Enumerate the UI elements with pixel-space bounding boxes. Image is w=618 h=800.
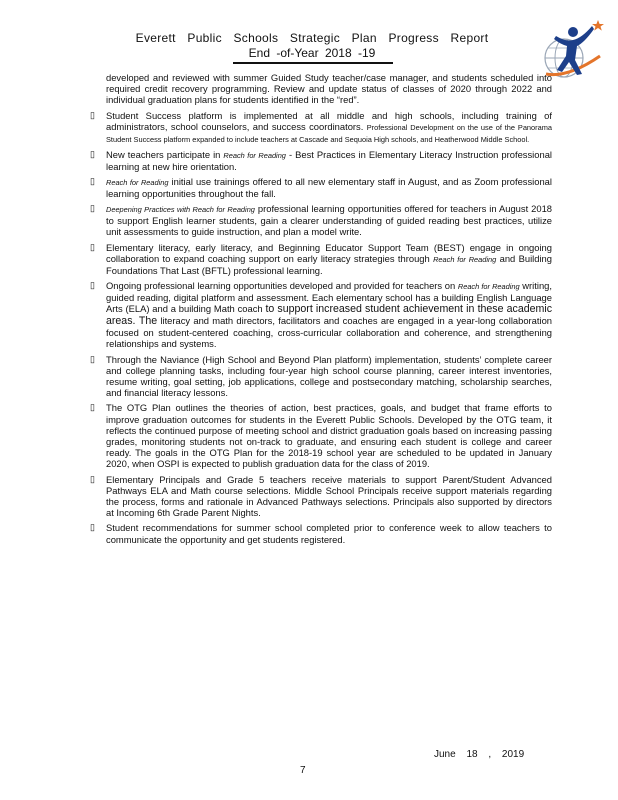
- intro-paragraph: developed and reviewed with summer Guided Study teacher/case manager, and students scheduled into required credit recovery programming. Review and update status of classes of 2020 through 2022 and individual graduation plans for students identified in the “red”.: [106, 72, 552, 106]
- item-text: professional learning opportunities offered for teachers in August 2018 to support English learner students, gain a clearer understanding of guided reading best practices, utilize unit assessments to guide instruction, and plan a model write.: [106, 203, 552, 238]
- bullet-icon: ▯: [90, 241, 95, 252]
- item-text: New teachers participate in: [106, 148, 224, 160]
- item-text-small: Professional Development on the use of the Panorama Student Success platform expanded to include teachers at Cascade and Sequoia High schools, and Heatherwood Middle School.: [106, 122, 552, 144]
- bullet-icon: ▯: [90, 402, 95, 413]
- item-text-large: to support increased student achievement in these academic areas. The: [106, 303, 552, 328]
- bullet-icon: ▯: [90, 353, 95, 364]
- item-text: Elementary Principals and Grade 5 teachers receive materials to support Parent/Student Advanced Pathways ELA and Math course selections. Middle School Principals receive support materials regarding the process, forms and rationale in Advanced Pathways selections. Principals also supported by directors at Incoming 6th Grade Parent Nights.: [106, 473, 552, 519]
- item-text: Student Success platform is implemented at all middle and high schools, including training of administrators, school counselors, and success coordinators.: [106, 109, 552, 132]
- program-name: Reach for Reading: [433, 254, 497, 264]
- list-item: [90, 176, 552, 199]
- item-text: and Building Foundations That Last (BFTL) professional learning.: [106, 252, 552, 276]
- list-item: [90, 110, 552, 145]
- bullet-icon: ▯: [90, 522, 95, 533]
- list-item: [90, 474, 552, 519]
- bullet-icon: ▯: [90, 148, 95, 159]
- program-name: Reach for Reading: [106, 178, 169, 188]
- bullet-icon: ▯: [90, 203, 95, 214]
- program-name: Deepening Practices with Reach for Reading: [106, 205, 255, 215]
- list-item: [90, 242, 552, 276]
- report-body: [90, 72, 552, 545]
- item-text: Through the Naviance (High School and Beyond Plan platform) implementation, students’ complete career and college planning tasks, including four-year high school course planning, career interest inventories, resume writing, goal setting, job applications, college and postsecondary matching, scholarship searches, and financial literacy lessons.: [106, 353, 552, 399]
- item-text: - Best Practices in Elementary Literacy Instruction professional learning at new hire orientation.: [106, 148, 552, 172]
- list-item: [90, 402, 552, 469]
- item-text: literacy and math directors, facilitators and coaches are engaged in a year-long collaboration focused on student-centered coaching, cross-curricular collaboration and coherence, and strengthening relationships and systems.: [106, 315, 553, 350]
- report-title: Everett Public Schools Strategic Plan Progress Report: [135, 31, 489, 45]
- program-name: Reach for Reading: [457, 282, 520, 292]
- bullet-icon: ▯: [90, 280, 95, 291]
- list-item: [90, 203, 552, 237]
- bullet-icon: ▯: [90, 176, 95, 187]
- item-text: Ongoing professional learning opportunities developed and provided for teachers on: [106, 280, 458, 292]
- bullet-icon: ▯: [90, 109, 95, 120]
- report-subtitle: End -of-Year 2018 -19: [248, 46, 376, 60]
- list-item: [90, 280, 552, 350]
- page-number: 7: [300, 765, 306, 776]
- list-item: [90, 354, 552, 399]
- item-text: initial use trainings offered to all new elementary staff in August, and as Zoom professional learning opportunities throughout the fall.: [106, 176, 552, 200]
- item-text: writing, guided reading, digital platform and assessment. Each elementary school has a building English Language Arts (ELA) and a building Math coach: [106, 280, 552, 315]
- program-name: Reach for Reading: [223, 150, 286, 160]
- report-date: June 18 , 2019: [434, 749, 525, 760]
- bullet-icon: ▯: [90, 473, 95, 484]
- item-text: Student recommendations for summer school completed prior to conference week to allow teachers to communicate the opportunity and get students registered.: [106, 522, 552, 545]
- header-rule: [233, 62, 393, 64]
- list-item: [90, 149, 552, 172]
- item-text: The OTG Plan outlines the theories of action, best practices, goals, and budget that frame efforts to improve graduation outcomes for students in the Everett Public Schools. Developed by the OTG team, it reflects the continued purpose of meeting school and district graduation goals based on increasing passing grades, monitoring students not on-track to graduate, and ensuring each student is college and career ready. The goals in the OTG Plan for the 2018-19 school year are scheduled to be updated in January 2020, when OSPI is expected to publish graduation data for the class of 2019.: [106, 402, 552, 470]
- item-text: Elementary literacy, early literacy, and Beginning Educator Support Team (BEST) engage in ongoing collaboration to expand coaching support on early literacy strategies through: [106, 241, 552, 264]
- list-item: [90, 522, 552, 544]
